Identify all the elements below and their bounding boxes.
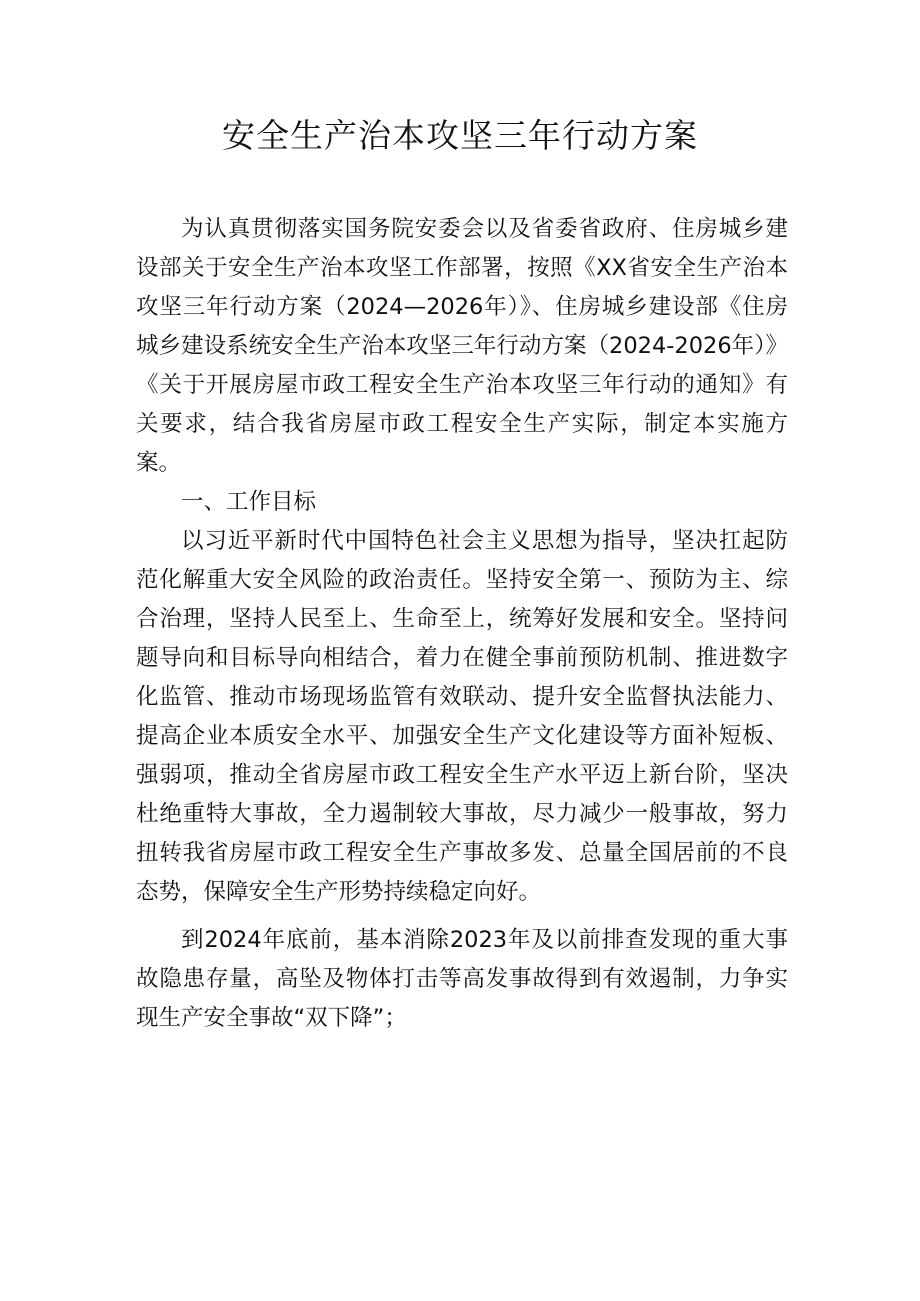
document-title: 安全生产治本攻坚三年行动方案 <box>222 116 698 155</box>
goals-2024-paragraph: 到2024年底前，基本消除2023年及以前排查发现的重大事故隐患存量，高坠及物体打击等高发事故得到有效遏制，力争实现生产安全事故“双下降”； <box>136 927 788 1031</box>
section-heading-work-goals: 一、工作目标 <box>181 489 317 515</box>
document-body <box>136 210 788 1038</box>
goals-paragraph: 以习近平新时代中国特色社会主义思想为指导，坚决扛起防范化解重大安全风险的政治责任。坚持安全第一、预防为主、综合治理，坚持人民至上、生命至上，统筹好发展和安全。坚持问题导向和目标导向相结合，着力在健全事前预防机制、推进数字化监管、推动市场现场监管有效联动、提升安全监督执法能力、提高企业本质安全水平、加强安全生产文化建设等方面补短板、强弱项，推动全省房屋市政工程安全生产水平迈上新台阶，坚决杜绝重特大事故，全力遏制较大事故，尽力减少一般事故，努力扭转我省房屋市政工程安全生产事故多发、总量全国居前的不良态势，保障安全生产形势持续稳定向好。 <box>136 528 788 905</box>
intro-paragraph: 为认真贯彻落实国务院安委会以及省委省政府、住房城乡建设部关于安全生产治本攻坚工作部署，按照《XX省安全生产治本攻坚三年行动方案（2024—2026年）》、住房城乡建设部《住房城乡建设系统安全生产治本攻坚三年行动方案（2024-2026年）》《关于开展房屋市政工程安全生产治本攻坚三年行动的通知》有关要求，结合我省房屋市政工程安全生产实际，制定本实施方案。 <box>136 216 788 476</box>
